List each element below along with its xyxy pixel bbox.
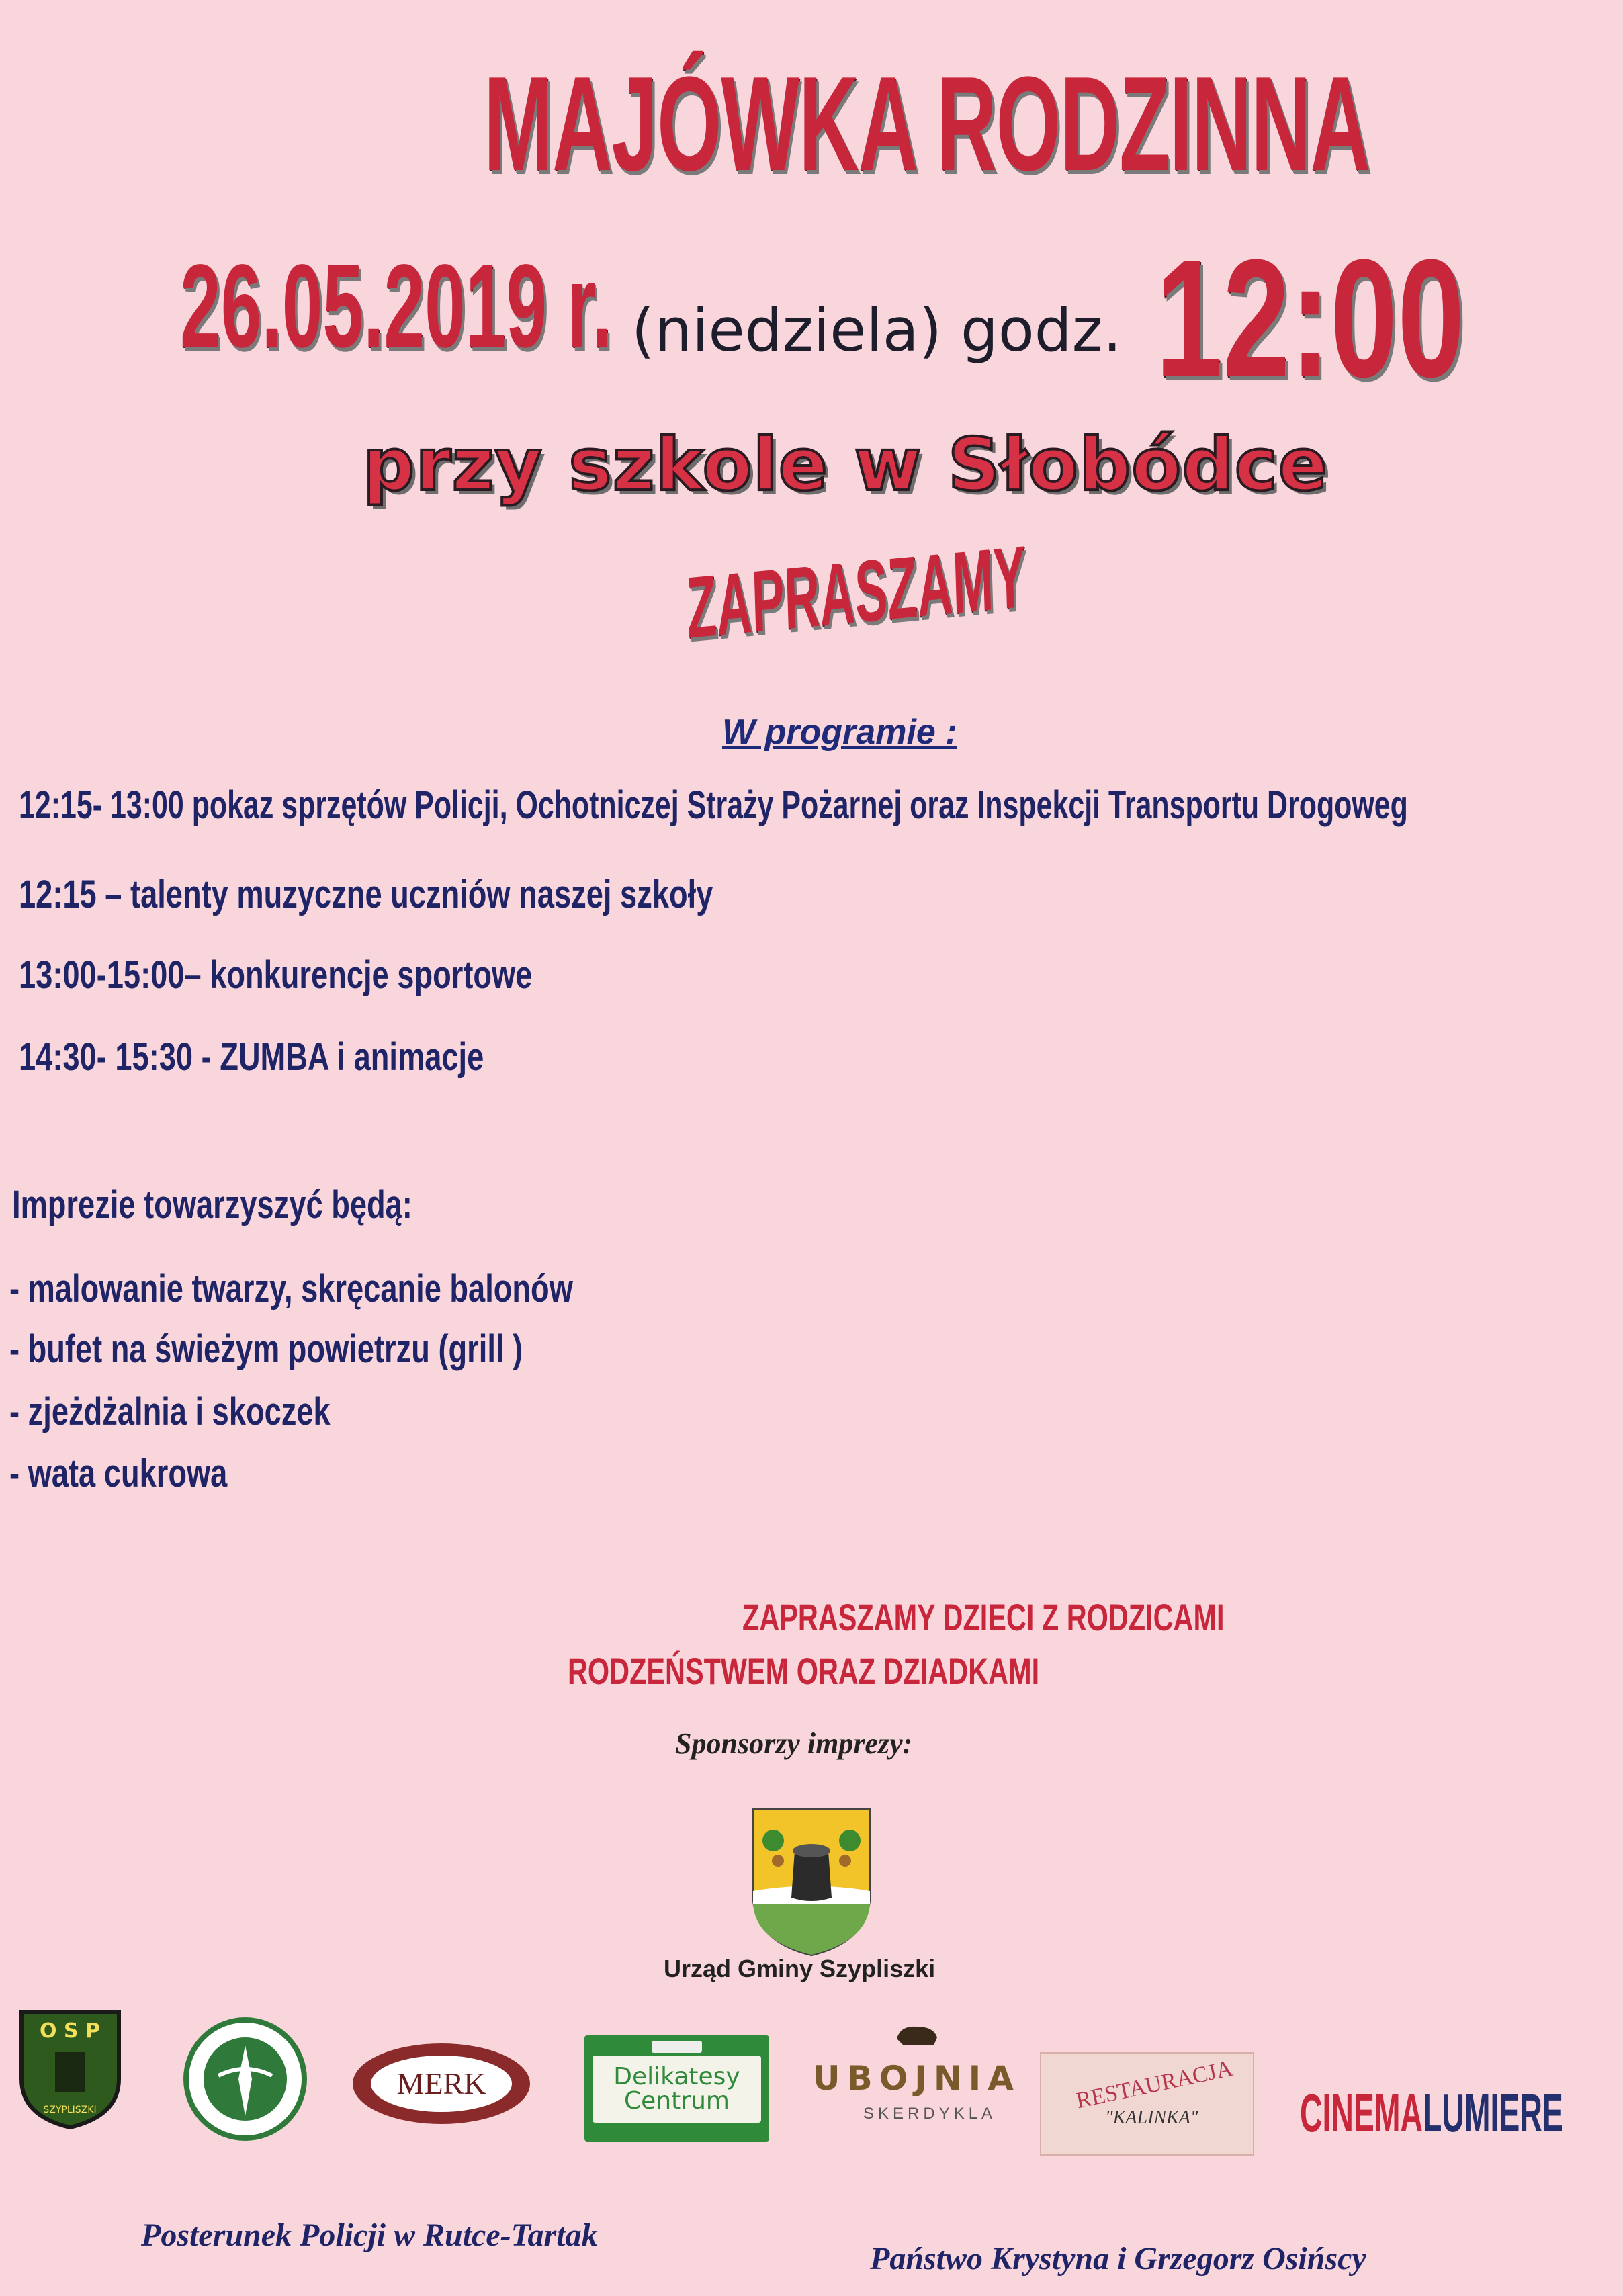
extras-item: - wata cukrowa: [9, 1452, 228, 1495]
kalinka-logo: [1040, 2052, 1254, 2156]
merk-logo-text: MERK: [396, 2066, 486, 2101]
closing-line-2: RODZEŃSTWEM ORAZ DZIADKAMI: [568, 1650, 1040, 1692]
program-item: 12:15 – talenty muzyczne uczniów naszej szkoły: [19, 873, 713, 916]
osp-logo-sub: SZYPLISZKI: [43, 2105, 97, 2115]
delikatesy-tag: [652, 2041, 702, 2053]
merk-logo: [349, 2039, 534, 2129]
cinema-text-2: LUMIERE: [1423, 2083, 1563, 2143]
program-item: 14:30- 15:30 - ZUMBA i animacje: [19, 1035, 484, 1079]
delikatesy-text-2: Centrum: [624, 2087, 730, 2115]
event-day-note: (niedziela) godz.: [631, 296, 1122, 365]
ubojnia-sub: SKERDYKLA: [863, 2105, 997, 2123]
itd-logo: [181, 2015, 309, 2143]
program-heading: W programie :: [722, 713, 957, 752]
extras-item: - bufet na świeżym powietrzu (grill ): [9, 1327, 523, 1371]
event-place: przy szkole w Słobódce: [363, 423, 1329, 507]
closing-line-1: ZAPRASZAMY DZIECI Z RODZICAMI: [742, 1596, 1225, 1638]
main-sponsor-name: Urząd Gminy Szypliszki: [664, 1955, 936, 1982]
footer-sponsor-left: Posterunek Policji w Rutce-Tartak: [141, 2217, 598, 2253]
extras-heading: Imprezie towarzyszyć będą:: [12, 1183, 412, 1227]
sponsors-heading: Sponsorzy imprezy:: [675, 1727, 913, 1760]
delikatesy-logo: [584, 2035, 769, 2142]
osp-logo: [15, 2005, 126, 2133]
kalinka-text-2: "KALINKA": [1105, 2107, 1198, 2128]
event-time: 12:00: [1155, 224, 1465, 412]
invite-heading: ZAPRASZAMY: [685, 527, 1028, 657]
program-item: 13:00-15:00– konkurencje sportowe: [19, 953, 533, 997]
extras-item: - zjeżdżalnia i skoczek: [9, 1390, 331, 1433]
cinema-logo: [1300, 2082, 1563, 2144]
program-item: 12:15- 13:00 pokaz sprzętów Policji, Ochotniczej Straży Pożarnej oraz Inspekcji Transportu Drogoweg: [19, 783, 1408, 827]
ubojnia-text: UBOJNIA: [813, 2059, 1020, 2098]
footer-sponsor-right: Państwo Krystyna i Grzegorz Osińscy: [870, 2241, 1366, 2277]
boar-icon: [893, 2019, 940, 2052]
ubojnia-logo: [813, 2019, 1020, 2136]
cinema-text-1: CINEMA: [1300, 2083, 1423, 2143]
extras-item: - malowanie twarzy, skręcanie balonów: [9, 1267, 573, 1311]
poster-title: MAJÓWKA RODZINNA: [484, 49, 1370, 199]
kalinka-text-1: RESTAURACJA: [1073, 2056, 1235, 2114]
delikatesy-text-1: Delikatesy: [613, 2063, 740, 2090]
osp-logo-text: O S P: [40, 2019, 100, 2043]
gmina-crest-icon: [748, 1804, 875, 1958]
event-date: 26.05.2019 r.: [180, 240, 613, 372]
